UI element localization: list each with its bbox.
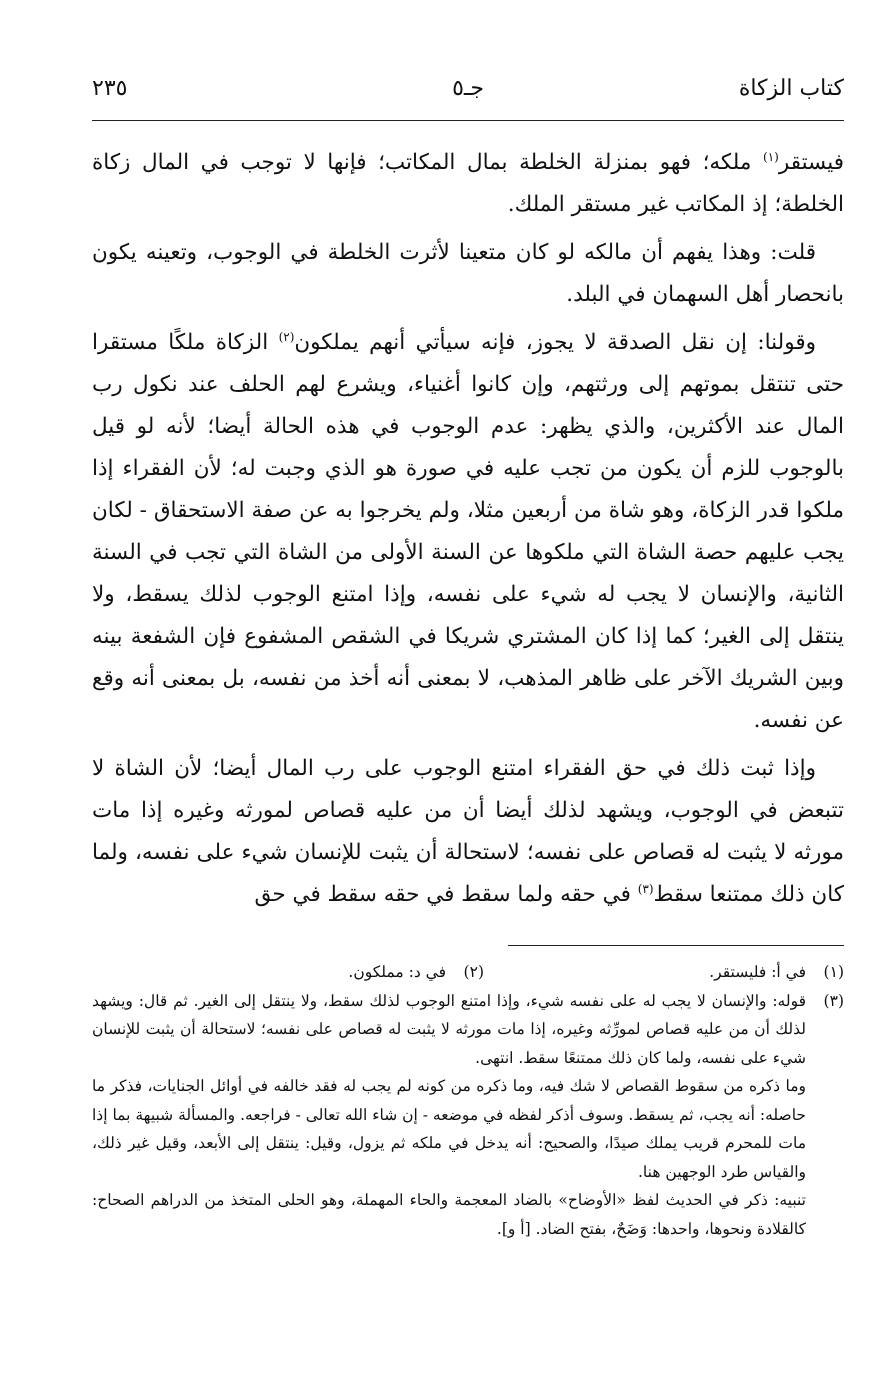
- footnote-divider: [508, 945, 844, 946]
- paragraph-4-text-b: في حقه ولما سقط في حقه سقط في حق: [254, 882, 638, 907]
- footnote-1-text: في أ: فليستقر.: [709, 963, 806, 981]
- footnote-ref-1: (١): [763, 149, 779, 164]
- footnote-row-1-2: [92, 958, 844, 987]
- paragraph-2: قلت: وهذا يفهم أن مالكه لو كان متعينا لأثرت الخلطة في الوجوب، وتعينه يكون بانحصار أهل السهمان في البلد.: [92, 240, 844, 307]
- paragraph-3: [92, 322, 844, 742]
- paragraph-1-text-b: ملكه؛ فهو بمنزلة الخلطة بمال المكاتب؛ فإنها لا توجب في المال زكاة الخلطة؛ إذ المكاتب غير مستقر الملك.: [92, 150, 844, 217]
- footnote-ref-3: (٣): [637, 881, 654, 896]
- paragraph-1: [92, 142, 844, 226]
- volume-label: جـ٥: [452, 76, 484, 101]
- paragraph-3-text-b: الزكاة ملكًا مستقرا حتى تنتقل بموتهم إلى ورثتهم، وإن كانوا أغنياء، ويشرع لهم الحلف عند نكول رب المال عند الأكثرين، والذي يظهر: عدم الوجوب في هذه الحالة أيضا؛ لأنه لو قيل بالوجوب للزم أن يكون من تجب عليه في صورة هو الذي وجبت له؛ لأن الفقراء إذا ملكوا قدر الزكاة، وهو شاة من أربعين مثلا، ولم يخرجوا به عن صفة الاستحقاق - لكان يجب عليهم حصة الشاة التي ملكوها عن السنة الأولى من الشاة التي تجب في السنة الثانية، والإنسان لا يجب له شيء على نفسه، وإذا امتنع الوجوب لذلك يسقط، ولا ينتقل إلى الغير؛ كما إذا كان المشتري شريكا في الشقص المشفوع فإن الشفعة بينه وبين الشريك الآخر على ظاهر المذهب، لا بمعنى أنه أخذ من نفسه، بل بمعنى أنه وقع عن نفسه.: [92, 330, 844, 733]
- footnotes: [92, 958, 844, 1243]
- page-header: [92, 76, 844, 116]
- main-text: [92, 142, 844, 922]
- footnote-3-number: (٣): [823, 991, 844, 1010]
- header-divider: [92, 120, 844, 121]
- footnote-1: [709, 958, 844, 987]
- footnote-2-text: في د: مملكون.: [348, 963, 446, 981]
- footnote-2: [348, 958, 484, 987]
- footnote-ref-2: (٢): [278, 329, 295, 344]
- paragraph-4: [92, 748, 844, 916]
- footnote-3-text: قوله: والإنسان لا يجب له على نفسه شيء، وإذا امتنع الوجوب لذلك سقط، ولا ينتقل إلى الغير. ثم قال: ويشهد لذلك أن من عليه قصاص لمورِّثه وغيره، إذا مات مورثه لا يثبت له قصاص على نفسه؛ لاستحالة أن يثبت للإنسان شيء على نفسه، ولما كان ذلك ممتنعًا سقط. انتهى.: [92, 991, 806, 1067]
- paragraph-3-text-a: وقولنا: إن نقل الصدقة لا يجوز، فإنه سيأتي أنهم يملكون: [294, 330, 816, 355]
- footnote-3-paragraph-2: وما ذكره من سقوط القصاص لا شك فيه، وما ذكره من كونه لم يجب له فقد خالفه في أوائل الجنايات، فذكر ما حاصله: أنه يجب، ثم يسقط. وسوف أذكر لفظه في موضعه - إن شاء الله تعالى - فراجعه. والمسألة شبيهة بما إذا مات للمحرم قريب يملك صيدًا، والصحيح: أنه يدخل في ملكه ثم يزول، وقيل: ينتقل إلى الأبعد، وقيل غير ذلك، والقياس طرد الوجهين هنا.: [92, 1077, 806, 1181]
- page-number: ٢٣٥: [92, 76, 128, 101]
- footnote-1-number: (١): [823, 963, 844, 981]
- footnote-2-number: (٢): [463, 963, 484, 981]
- footnote-3: [92, 987, 844, 1073]
- paragraph-1-text-a: فيستقر: [778, 150, 844, 175]
- book-title: كتاب الزكاة: [738, 76, 844, 101]
- paragraph-4-text-a: وإذا ثبت ذلك في حق الفقراء امتنع الوجوب على رب المال أيضا؛ لأن الشاة لا تتبعض في الوجوب، ويشهد لذلك أيضا أن من عليه قصاص لمورثه وغيره إذا مات مورثه لا يثبت له قصاص على نفسه؛ لاستحالة أن يثبت للإنسان شيء على نفسه، ولما كان ذلك ممتنعا سقط: [92, 756, 844, 907]
- footnote-3-paragraph-3: تنبيه: ذكر في الحديث لفظ «الأوضاح» بالضاد المعجمة والحاء المهملة، وهو الحلى المتخذ من الدراهم الصحاح: كالقلادة ونحوها، واحدها: وَضَحٌ، بفتح الضاد. [أ و].: [92, 1191, 806, 1238]
